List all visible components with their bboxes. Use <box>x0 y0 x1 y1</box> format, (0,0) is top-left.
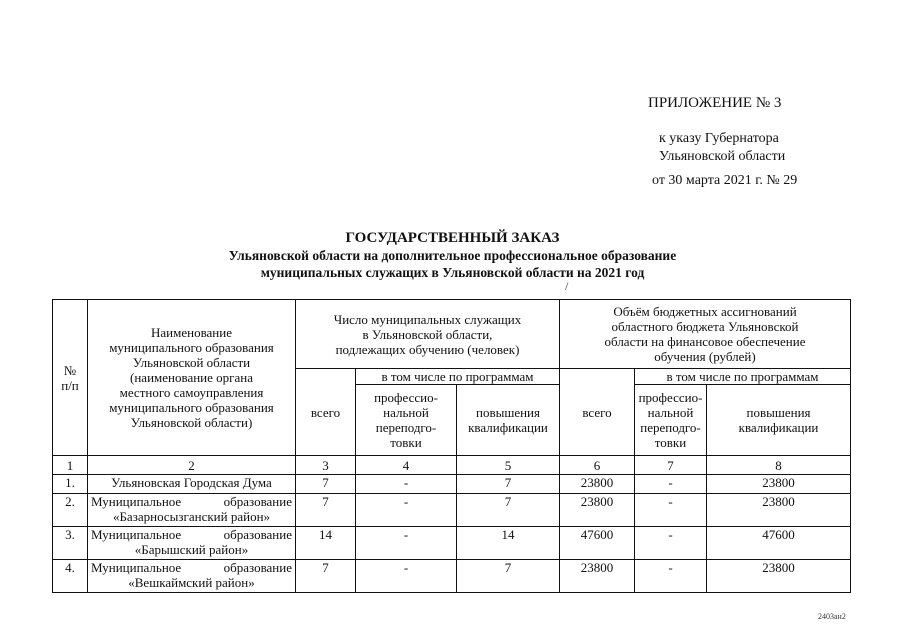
header-text-line: повышения <box>475 405 540 420</box>
header-text-line: нальной <box>647 405 694 420</box>
stray-mark: / <box>565 279 569 293</box>
row-retraining: - <box>356 527 457 560</box>
row-name-line-2: «Базарносызганский район» <box>112 509 271 524</box>
row-total: 7 <box>296 560 356 593</box>
header-retraining-budget <box>635 385 707 456</box>
column-number: 7 <box>635 456 707 475</box>
row-qualification: 7 <box>457 475 560 494</box>
row-budget-total: 47600 <box>560 527 635 560</box>
title-line-2: Ульяновской области на дополнительное профессиональное образование <box>228 248 677 263</box>
table-row <box>53 527 851 560</box>
header-qualification-count <box>457 385 560 456</box>
row-retraining: - <box>356 475 457 494</box>
row-budget-retraining: - <box>635 560 707 593</box>
header-text-line: муниципального образования <box>109 340 274 355</box>
row-qualification: 14 <box>457 527 560 560</box>
header-retraining-count <box>356 385 457 456</box>
header-text-line: Ульяновской области <box>132 355 251 370</box>
row-budget-qualification: 23800 <box>707 475 851 494</box>
row-name <box>88 475 296 494</box>
header-number <box>53 300 88 456</box>
row-name <box>88 527 296 560</box>
header-text-line: Ульяновской области) <box>130 415 253 430</box>
header-text-line: местного самоуправления <box>119 385 264 400</box>
header-qualification-budget <box>707 385 851 456</box>
row-total: 7 <box>296 475 356 494</box>
column-number: 6 <box>560 456 635 475</box>
row-budget-total: 23800 <box>560 475 635 494</box>
row-name-line-2: «Вешкаймский район» <box>128 575 255 590</box>
header-text-line: квалификации <box>468 420 548 435</box>
row-name <box>88 494 296 527</box>
header-total-count: всего <box>296 369 356 456</box>
column-number-row <box>53 456 851 475</box>
row-number: 1. <box>53 475 88 494</box>
appendix-label: ПРИЛОЖЕНИЕ № 3 <box>648 95 782 111</box>
row-number: 2. <box>53 494 88 527</box>
header-text-line: области на финансовое обеспечение <box>604 334 806 349</box>
row-budget-qualification: 23800 <box>707 560 851 593</box>
row-budget-total: 23800 <box>560 560 635 593</box>
row-budget-qualification: 23800 <box>707 494 851 527</box>
header-text-line: подлежащих обучению (человек) <box>335 341 520 357</box>
title-line-3: муниципальных служащих в Ульяновской области на 2021 год <box>260 265 645 280</box>
header-text-line: переподго- <box>640 420 701 435</box>
column-number: 1 <box>53 456 88 475</box>
state-order-table <box>52 299 851 593</box>
row-name-line-1: Муниципальное образование <box>91 494 292 509</box>
header-text-line: Число муниципальных служащих <box>333 311 522 327</box>
header-text-line: Наименование <box>151 325 232 340</box>
header-incl-programs-count: в том числе по программам <box>356 369 560 385</box>
row-budget-qualification: 47600 <box>707 527 851 560</box>
header-name <box>88 300 296 456</box>
row-retraining: - <box>356 494 457 527</box>
document-title <box>0 229 905 281</box>
row-budget-retraining: - <box>635 475 707 494</box>
row-name <box>88 560 296 593</box>
footer-code: 2403ан2 <box>818 612 846 621</box>
decree-line-1: к указу Губернатора <box>659 131 779 146</box>
row-budget-retraining: - <box>635 527 707 560</box>
column-number: 5 <box>457 456 560 475</box>
decree-reference <box>659 130 785 166</box>
table-row <box>53 494 851 527</box>
row-number: 3. <box>53 527 88 560</box>
header-text-line: профессио- <box>374 390 438 405</box>
row-number: 4. <box>53 560 88 593</box>
row-name-line-1: Ульяновская Городская Дума <box>111 475 272 490</box>
row-budget-retraining: - <box>635 494 707 527</box>
header-text-line: Объём бюджетных ассигнований <box>613 304 797 319</box>
decree-line-2: Ульяновской области <box>659 149 786 164</box>
row-name-line-1: Муниципальное образование <box>91 560 292 575</box>
row-name-line-2: «Барышский район» <box>134 542 249 557</box>
header-text-line: квалификации <box>738 420 819 435</box>
column-number: 2 <box>88 456 296 475</box>
header-text-line: обучения (рублей) <box>654 349 756 364</box>
header-text-line: областного бюджета Ульяновской <box>611 319 799 334</box>
header-text-line: профессио- <box>638 390 703 405</box>
row-total: 14 <box>296 527 356 560</box>
header-text-line: товки <box>390 435 422 450</box>
header-text-line: в Ульяновской области, <box>362 326 493 342</box>
header-text-line: переподго- <box>375 420 437 435</box>
row-budget-total: 23800 <box>560 494 635 527</box>
row-total: 7 <box>296 494 356 527</box>
header-text-line: нальной <box>383 405 429 420</box>
header-employee-count <box>296 300 560 369</box>
header-total-budget: всего <box>560 369 635 456</box>
row-qualification: 7 <box>457 494 560 527</box>
decree-date: от 30 марта 2021 г. № 29 <box>652 173 798 188</box>
column-number: 8 <box>707 456 851 475</box>
header-text-line: п/п <box>61 377 79 393</box>
header-text-line: № <box>63 362 77 378</box>
header-budget <box>560 300 851 369</box>
title-line-1: ГОСУДАРСТВЕННЫЙ ЗАКАЗ <box>345 230 560 246</box>
column-number: 3 <box>296 456 356 475</box>
row-name-line-1: Муниципальное образование <box>91 527 292 542</box>
header-incl-programs-budget: в том числе по программам <box>635 369 851 385</box>
table-row <box>53 560 851 593</box>
header-text-line: муниципального образования <box>109 400 274 415</box>
row-qualification: 7 <box>457 560 560 593</box>
column-number: 4 <box>356 456 457 475</box>
table-row <box>53 475 851 494</box>
header-text-line: товки <box>654 435 687 450</box>
row-retraining: - <box>356 560 457 593</box>
header-text-line: повышения <box>746 405 811 420</box>
header-text-line: (наименование органа <box>130 370 253 385</box>
